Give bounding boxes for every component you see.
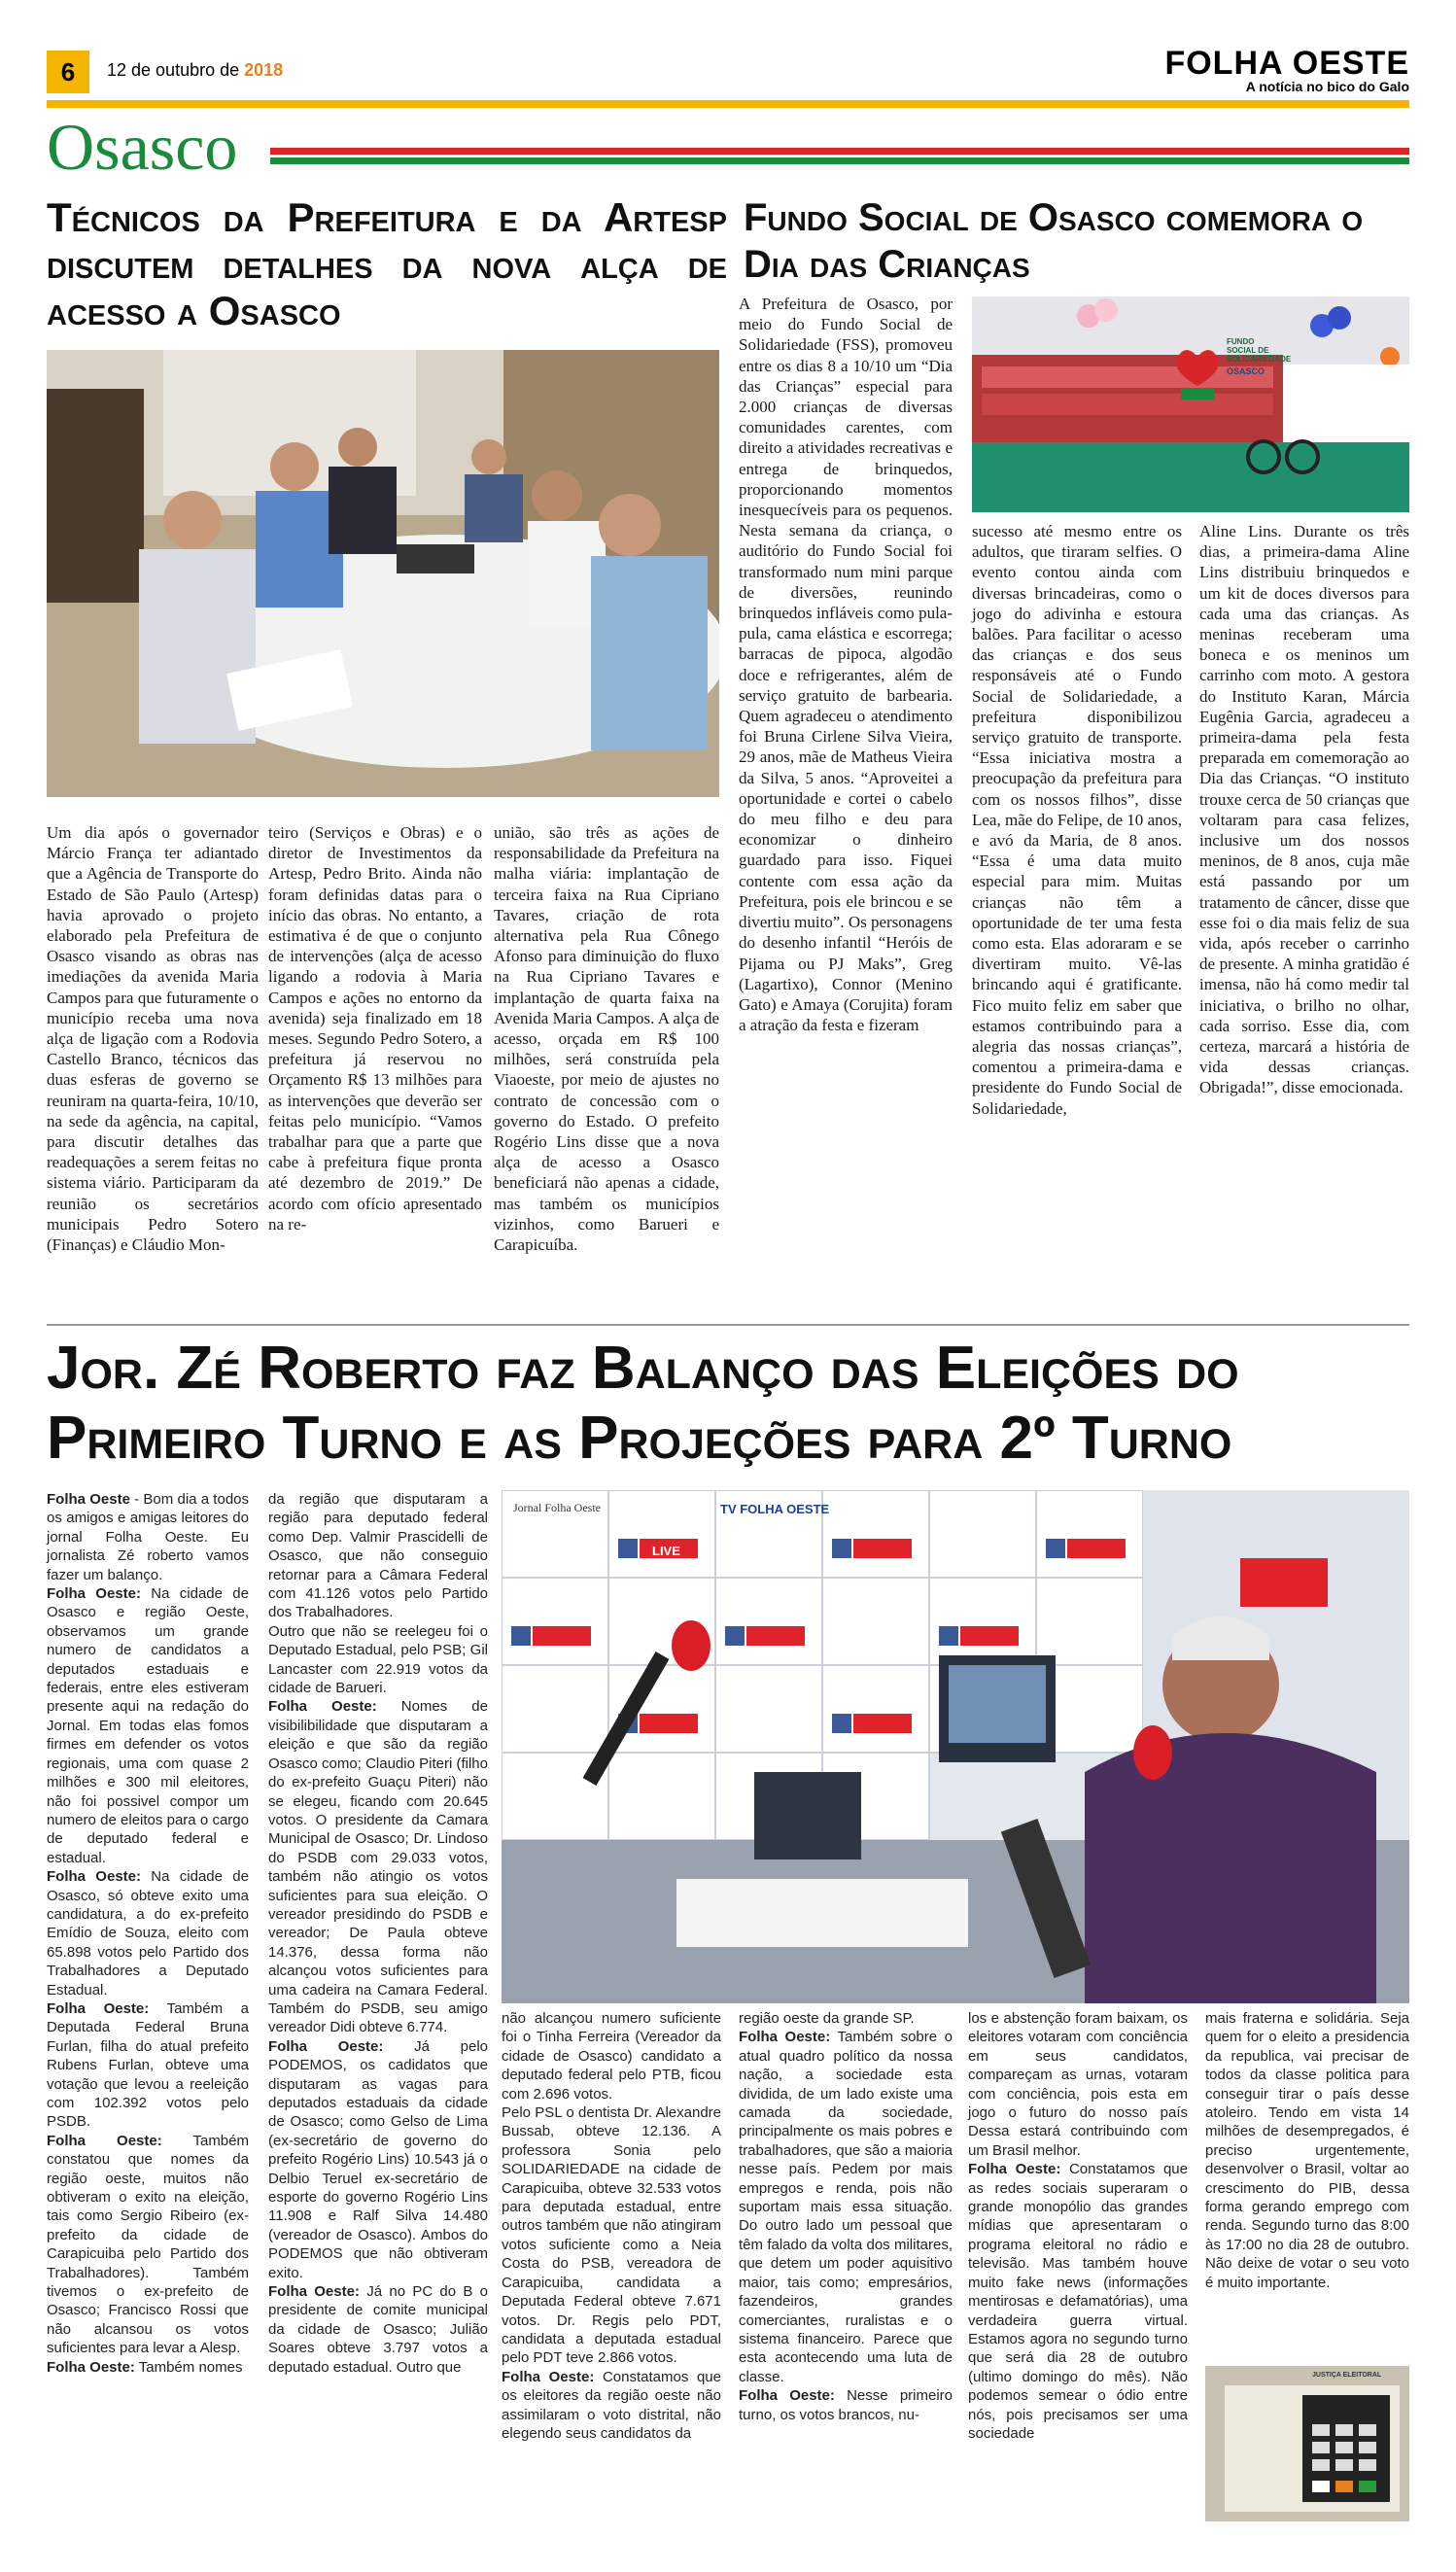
- brand-name: FOLHA OESTE: [1164, 45, 1409, 82]
- paragraph: [502, 2009, 721, 2103]
- paragraph: [47, 2358, 249, 2377]
- tv-studio-illustration: [502, 1490, 1409, 2003]
- header-rule: [47, 100, 1409, 108]
- paragraph-kicker: Folha Oeste:: [268, 2283, 360, 2301]
- paragraph-kicker: Folha Oeste:: [502, 2368, 595, 2385]
- paragraph-kicker: Folha Oeste:: [739, 2029, 831, 2046]
- paragraph-text: Também constatou que nomes da região oeste, muitos não obtiveram o exito na eleição, tais como Sergio Ribeiro (ex-prefeito da cidade de Carapicuiba pelo Partido dos Trabalhadores). Também tivemos o ex-prefeito de Osasco; Francisco Rossi que não alcansou os votos suficientes para levar a Alesp.: [47, 2132, 249, 2357]
- article3-column-4: [739, 2009, 953, 2424]
- article3-column-3: [502, 2009, 721, 2443]
- paragraph: [47, 1999, 249, 2132]
- paragraph-text: Na cidade de Osasco, só obteve exito uma candidatura, a do ex-prefeito Emídio de Souza, eleito com 65.898 votos pelo Partido dos Trabalhadores a Deputado Estadual.: [47, 1868, 249, 1999]
- article2-headline: Fundo Social de Osasco comemora o Dia das Crianças: [744, 196, 1364, 286]
- paragraph-kicker: Folha Oeste:: [47, 2358, 135, 2376]
- article3-headline: Jor. Zé Roberto faz Balanço das Eleições do Primeiro Turno e as Projeções para 2º Turno: [47, 1335, 1239, 1472]
- issue-year: 2018: [244, 60, 284, 80]
- paragraph-text: mais fraterna e solidária. Seja quem for o eleito a presidencia da republica, vai precisar de todos da classe politica para conseguir tirar o país desse atoleiro. Tendo em vista 14 milhões de desempregados, é preciso urgentemente, desenvolver o Brasil, voltar ao crescimento do PIB, dessa forma gerando emprego com renda. Segundo turno das 8:00 às 17:00 no dia 28 de outubro. Não deixe de votar o seu voto é muito importante.: [1205, 2010, 1409, 2291]
- paragraph-kicker: Folha Oeste:: [47, 1868, 141, 1886]
- backdrop-paper: Jornal Folha Oeste: [513, 1501, 601, 1514]
- paragraph-kicker: Folha Oeste:: [739, 2387, 835, 2405]
- paragraph-text: - Bom dia a todos os amigos e amigas leitores do jornal Folha Oeste. Eu jornalista Zé roberto vamos fazer um balanço.: [47, 1491, 250, 1583]
- paragraph-kicker: Folha Oeste:: [968, 2161, 1061, 2178]
- article2-column-2: sucesso até mesmo entre os adultos, que tiraram selfies. O evento contou ainda com diversas brincadeiras, como o jogo do adivinha e estoura balões. Para facilitar o acesso das crianças e dos seus responsáveis até o Fundo Social de Solidariedade, a prefeitura disponibilizou serviço gratuito de transporte. “Essa iniciativa mostra a preocupação da prefeitura para com os nossos filhos”, disse Lea, mãe do Felipe, de 10 anos, e avó da Maria, de 8 anos. “Essa é uma data muito especial para mim. Muitas crianças não têm a oportunidade de ter uma festa como esta. Elas adoraram e se divertiram muito. Vê-las brincando aqui é gratificante. Fico muito feliz em saber que estamos contribuindo para a alegria das nossas crianças”, comentou a primeira-dama e presidente do Fundo Social de Solidariedade,: [972, 522, 1182, 1118]
- paragraph-kicker: Folha Oeste: [47, 1491, 130, 1508]
- fundo-social-photo: [972, 296, 1409, 512]
- paragraph-text: los e abstenção foram baixam, os eleitores votaram com conciência em seus candidatos, compareçam as urnas, votaram com conciência, pois esta em jogo o futuro do nosso país Dessa estará contribuindo com um Brasil melhor.: [968, 2010, 1188, 2159]
- paragraph: [268, 2037, 488, 2282]
- article3-column-6: [1205, 2009, 1409, 2292]
- issue-date-text: 12 de outubro de: [107, 60, 240, 80]
- paragraph: [47, 1584, 249, 1867]
- paragraph: [268, 2282, 488, 2377]
- tv-studio-photo: [502, 1490, 1409, 2003]
- paragraph: [739, 2386, 953, 2424]
- paragraph-kicker: Folha Oeste:: [268, 2037, 384, 2055]
- paragraph-text: não alcançou numero suficiente foi o Tinha Ferreira (Vereador da cidade de Osasco) candidato a deputado federal pelo PTB, ficou com 2.696 votos.: [502, 2010, 721, 2103]
- article3-column-1: [47, 1490, 249, 2377]
- paragraph: [47, 1867, 249, 1999]
- paragraph: [268, 1622, 488, 1698]
- fundo-social-sign-logo: OSASCO: [1227, 366, 1265, 376]
- paragraph-kicker: Folha Oeste:: [47, 2132, 162, 2149]
- backdrop-brand: TV FOLHA OESTE: [720, 1502, 830, 1516]
- article2-column-3: Aline Lins. Durante os três dias, a primeira-dama Aline Lins distribuiu brinquedos e um kit de doces diversos para cada uma das crianças. As meninas receberam uma boneca e os meninos um carrinho com moto. A gestora do Instituto Karan, Márcia Eugênia Garcia, agradeceu a primeira-dama pela festa preparada em comemoração ao Dia das Crianças. “O instituto trouxe cerca de 50 crianças que voltaram para casa felizes, inclusive um dos nossos meninos, de 8 anos, cuja mãe está passando por um tratamento de câncer, disse que esse foi o dia mais feliz de sua vida, após receber o carrinho de presente. A minha gratidão é imensa, não há como medir tal iniciativa, o brilho no olhar, cada sorriso. Esse dia, com certeza, marcará a história de vida dessas crianças. Obrigada!”, disse emocionada.: [1199, 522, 1409, 1097]
- article1-column-2: teiro (Serviços e Obras) e o diretor de Investimentos da Artesp, Pedro Brito. Ainda não foram definidas datas para o início das obras. No entanto, a estimativa é de que o conjunto de intervenções (alça de acesso ligando a rodovia à Maria Campos e ações no entorno da avenida) seja finalizado em 18 meses. Segundo Pedro Sotero, a prefeitura já reservou no Orçamento R$ 13 milhões para as intervenções que deverão ser feitas pelo município. “Vamos trabalhar para que a parte que cabe à prefeitura fique pronta até dezembro de 2019.” De acordo com ofício apresentado na re-: [268, 823, 482, 1234]
- article3-column-5: [968, 2009, 1188, 2443]
- paragraph: [502, 2103, 721, 2368]
- paragraph: [268, 1697, 488, 2036]
- urna-photo: [1205, 2366, 1409, 2521]
- paragraph: [502, 2368, 721, 2444]
- paragraph: [268, 1490, 488, 1622]
- article2-column-1: A Prefeitura de Osasco, por meio do Fundo Social de Solidariedade (FSS), promoveu entre os dias 8 a 10/10 um “Dia das Crianças” especial para 2.000 crianças de diversas comunidades carentes, com direito a atividades recreativas e entrega de brinquedos, proporcionando momentos inesquecíveis para os pequenos. Nesta semana da criança, o auditório do Fundo Social foi transformado num mini parque de diversões, reunindo brinquedos infláveis como pula-pula, cama elástica e escorrega; barracas de pipoca, algodão doce e refrigerantes, além de serviço gratuito de barbearia. Quem agradeceu o atendimento foi Bruna Cirlene Silva Vieira, 29 anos, mãe de Matheus Vieira da Silva, 5 anos. “Aproveitei a oportunidade e cortei o cabelo do meu filho e deu para economizar o dinheiro guardado para isso. Fiquei contente com essa ação da Prefeitura, pois ele brincou e se divertiu muito”. Os personagens do desenho infantil “Heróis de Pijama ou PJ Maks”, Greg (Lagartixo), Connor (Menino Gato) e Amaya (Corujita) foram a atração da festa e fizeram: [739, 295, 953, 1035]
- paragraph: [47, 2132, 249, 2358]
- paragraph-text: Na cidade de Osasco e região Oeste, observamos um grande numero de candidatos a deputados estaduais e federais, entre eles estiveram presente aqui na redação do Jornal. Em todas elas fomos firmes em defender os votos regionais, uma com quase 2 milhões e 300 mil eleitores, não foi possivel compor um numero de eleitos para o cargo de deputado federal e estadual.: [47, 1585, 249, 1866]
- paragraph: [968, 2009, 1188, 2160]
- fundo-social-sign-text: FUNDO SOCIAL DE SOLIDARIEDADE: [1227, 337, 1292, 364]
- meeting-photo-illustration: [47, 350, 719, 797]
- paragraph-kicker: Folha Oeste:: [47, 1999, 150, 2017]
- section-title: Osasco: [47, 110, 238, 184]
- issue-date: [107, 60, 283, 81]
- paragraph-text: Nomes de visibilibilidade que disputaram a eleição e que são da região Osasco como; Claudio Piteri (filho do ex-prefeito Guaçu Piteri) não se elegeu, ficando com 20.645 votos. O presidente da Camara Municipal de Osasco; Dr. Lindoso do PSDB com 29.033 votos, também não atingio os votos suficientes para sua eleição. O vereador presidindo do PSDB e vereador; De Paula obteve 14.376, dessa forma não alcançou votos suficientes para uma cadeira na Camara Federal. Também do PSDB, seu amigo vereador Didi obteve 6.774.: [268, 1698, 488, 2036]
- article1-column-1: Um dia após o governador Márcio França ter adiantado que a Agência de Transporte do Estado de São Paulo (Artesp) havia aprovado o projeto elaborado pela Prefeitura de Osasco visando as obras nas imediações da avenida Maria Campos para que futuramente o município receba uma nova alça de ligação com a Rodovia Castello Branco, técnicos das duas esferas de governo se reuniram na quarta-feira, 10/10, na sede da agência, na capital, para discutir detalhes das readequações a serem feitas no sistema viário. Participaram da reunião os secretários municipais Pedro Sotero (Finanças) e Cláudio Mon-: [47, 823, 259, 1255]
- paragraph: [47, 1490, 249, 1584]
- urna-label: JUSTIÇA ELEITORAL: [1312, 2372, 1382, 2379]
- paragraph-text: região oeste da grande SP.: [739, 2010, 915, 2027]
- paragraph-text: Nesse primeiro turno, os votos brancos, nu-: [739, 2387, 953, 2423]
- masthead: [1164, 45, 1409, 94]
- paragraph-text: Já no PC do B o presidente de comite municipal da cidade de Osasco; Julião Soares obteve 3.797 votos a deputado estadual. Outro que: [268, 2283, 488, 2376]
- paragraph-text: Também nomes: [134, 2358, 243, 2376]
- paragraph: [739, 2009, 953, 2028]
- paragraph-text: Constatamos que os eleitores da região oeste não assimilaram o voto distrital, não elegendo seus candidatos da: [502, 2368, 721, 2442]
- paragraph-text: Também sobre o atual quadro político da nossa nação, a sociedade esta dividida, de um lado existe uma camada da sociedade, principalmente os mais pobres e trabalhadores, que são a maioria nesse país. Pedem por mais empregos e renda, pois não suportam mais essa situação. Do outro lado um pessoal que têm falado da volta dos militares, que detem um poder aquisitivo maior, tais como; empresários, fazendeiros, grandes comerciantes, ruralistas e o sistema financeiro. Parece que esta acontecendo uma luta de classe.: [739, 2029, 953, 2385]
- backdrop-live-label: LIVE: [652, 1544, 680, 1558]
- article-divider: [47, 1324, 1409, 1326]
- urna-illustration: [1205, 2366, 1409, 2521]
- brand-tagline: A notícia no bico do Galo: [1245, 79, 1409, 94]
- page-number: 6: [47, 51, 89, 93]
- article1-headline: Técnicos da Prefeitura e da Artesp discutem detalhes da nova alça de acesso a Osasco: [47, 194, 727, 333]
- paragraph-text: Constatamos que as redes sociais superaram o grande monopólio das grandes mídias que apresentaram o programa eleitoral no rádio e televisão. Mas também houve muito fake news (informações mentirosas e defamatórias), uma verdadeira guerra virtual. Estamos agora no segundo turno que será dia 28 de outubro (ultimo domingo do mês). Não podemos semear o ódio entre nós, pois precisamos ser uma sociedade: [968, 2161, 1188, 2442]
- meeting-photo: [47, 350, 719, 797]
- paragraph: [968, 2160, 1188, 2443]
- fundo-social-illustration: [972, 296, 1409, 512]
- paragraph-kicker: Folha Oeste:: [47, 1585, 141, 1603]
- paragraph-text: Outro que não se reelegeu foi o Deputado Estadual, pelo PSB; Gil Lancaster com 22.919 votos da cidade de Barueri.: [268, 1622, 488, 1697]
- article3-column-2: [268, 1490, 488, 2377]
- paragraph: [1205, 2009, 1409, 2292]
- section-stripes: [270, 148, 1409, 167]
- paragraph-text: da região que disputaram a região para deputado federal como Dep. Valmir Prascidelli de Osasco, que não conseguio retornar para a Câmara Federal com 41.126 votos pelo Partido dos Trabalhadores.: [268, 1491, 488, 1621]
- paragraph-kicker: Folha Oeste:: [268, 1698, 377, 1716]
- article1-column-3: união, são três as ações de responsabilidade da Prefeitura na malha viária: implantação de terceira faixa na Rua Cipriano Tavares, criação de rota alternativa pela Rua Cônego Afonso para diminuição do fluxo na Rua Cipriano Tavares e implantação de quarta faixa na Avenida Maria Campos. A alça de acesso, orçada em R$ 100 milhões, será construída pela Viaoeste, por meio de ajustes no contrato de concessão com o governo do Estado. O prefeito Rogério Lins disse que a nova alça de acesso a Osasco beneficiará não apenas a cidade, mas também os municípios vizinhos, como Barueri e Carapicuíba.: [494, 823, 719, 1255]
- paragraph-text: Também a Deputada Federal Bruna Furlan, filha do atual prefeito Rubens Furlan, obteve uma votação que levou a reeleição com 102.392 votos pelo PSDB.: [47, 1999, 249, 2131]
- paragraph-text: Já pelo PODEMOS, os cadidatos que disputaram as vagas para deputados estaduais da cidade de Osasco; como Gelso de Lima (ex-secretário de governo do prefeito Rogério Lins) 10.543 já o Delbio Teruel ex-secretário de esporte do governo Rogério Lins 11.908 e Ralf Silva 14.480 (vereador de Osasco). Ambos do PODEMOS que não obtiveram exito.: [268, 2037, 488, 2281]
- fundo-social-sign: [1227, 337, 1292, 364]
- paragraph: [739, 2028, 953, 2386]
- paragraph-text: Pelo PSL o dentista Dr. Alexandre Bussab, obteve 12.136. A professora Sonia pelo SOLIDARIEDADE na cidade de Carapicuiba, obteve 32.533 votos para deputada estadual, entre outros também que não atingiram votos suficiente como a Neia Costa do PSB, vereadora de Carapicuiba, candidata a Deputada Federal obteve 7.671 votos. Dr. Regis pelo PDT, candidata a deputada estadual pelo PDT teve 2.866 votos.: [502, 2104, 721, 2367]
